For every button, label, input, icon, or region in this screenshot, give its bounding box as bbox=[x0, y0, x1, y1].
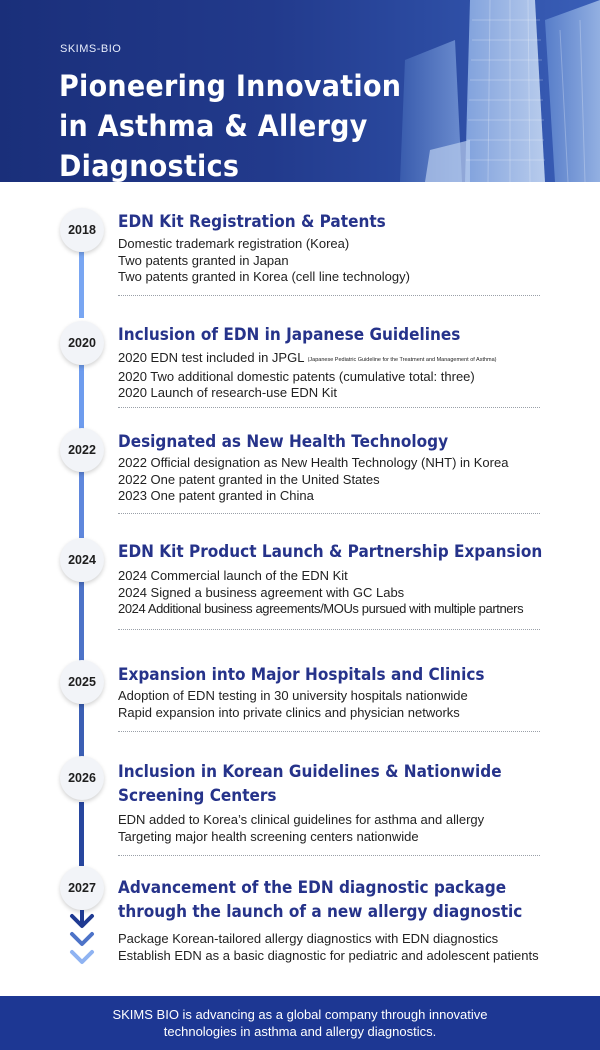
milestone-details-2025 bbox=[118, 688, 558, 721]
milestone-heading-2022: Designated as New Health Technology bbox=[118, 432, 449, 452]
milestone-details-2027 bbox=[118, 931, 558, 964]
year-badge-2024: 2024 bbox=[60, 538, 104, 582]
footer-line-1: SKIMS BIO is advancing as a global company through innovative bbox=[112, 1007, 488, 1022]
detail-line: Two patents granted in Korea (cell line technology) bbox=[118, 269, 410, 284]
title-line-1: Pioneering Innovation bbox=[59, 69, 402, 103]
separator bbox=[118, 513, 540, 514]
year-badge-2020: 2020 bbox=[60, 321, 104, 365]
detail-line: Domestic trademark registration (Korea) bbox=[118, 236, 350, 251]
milestone-details-2020 bbox=[118, 350, 558, 402]
header-banner bbox=[0, 0, 600, 182]
title-line-2: in Asthma & Allergy Diagnostics bbox=[59, 109, 368, 182]
milestone-heading-2026: Inclusion in Korean Guidelines & Nationwide Screening Centers bbox=[118, 762, 502, 806]
timeline-line-segment bbox=[79, 582, 84, 662]
detail-line: 2024 Signed a business agreement with GC Labs bbox=[118, 584, 405, 600]
detail-line: Package Korean-tailored allergy diagnostics with EDN diagnostics bbox=[118, 931, 499, 946]
separator bbox=[118, 407, 540, 408]
separator bbox=[118, 295, 540, 296]
milestone-heading-2027: Advancement of the EDN diagnostic package through the launch of a new allergy diagnostic bbox=[118, 878, 523, 922]
detail-line: 2024 Additional business agreements/MOUs pursued with multiple partners bbox=[118, 601, 524, 616]
year-badge-2027: 2027 bbox=[60, 866, 104, 910]
detail-line: 2020 Two additional domestic patents (cumulative total: three) bbox=[118, 368, 475, 384]
footer-line-2: technologies in asthma and allergy diagnostics. bbox=[163, 1024, 437, 1039]
detail-line: 2023 One patent granted in China bbox=[118, 488, 314, 503]
detail-line: Targeting major health screening centers nationwide bbox=[118, 828, 419, 844]
milestone-heading-2018: EDN Kit Registration & Patents bbox=[118, 212, 386, 232]
timeline-line-segment bbox=[79, 252, 84, 318]
detail-line: 2022 One patent granted in the United States bbox=[118, 471, 380, 487]
timeline-line-segment bbox=[79, 365, 84, 429]
detail-line bbox=[118, 350, 558, 369]
milestone-details-2022 bbox=[118, 455, 558, 505]
detail-line: EDN added to Korea’s clinical guidelines for asthma and allergy bbox=[118, 812, 485, 827]
chevron-down-icon bbox=[69, 910, 95, 972]
detail-line: 2022 Official designation as New Health Technology (NHT) in Korea bbox=[118, 455, 509, 470]
detail-line: Two patents granted in Japan bbox=[118, 252, 289, 268]
year-badge-2018: 2018 bbox=[60, 208, 104, 252]
year-badge-2025: 2025 bbox=[60, 660, 104, 704]
page-title bbox=[59, 66, 543, 182]
milestone-heading-2025: Expansion into Major Hospitals and Clinics bbox=[118, 665, 485, 685]
year-badge-2026: 2026 bbox=[60, 756, 104, 800]
timeline-line-segment bbox=[79, 472, 84, 538]
detail-line: Establish EDN as a basic diagnostic for pediatric and adolescent patients bbox=[118, 947, 539, 963]
milestone-details-2018 bbox=[118, 236, 558, 286]
milestone-details-2026 bbox=[118, 812, 558, 845]
milestone-heading-2024: EDN Kit Product Launch & Partnership Expansion bbox=[118, 542, 543, 562]
detail-line: 2020 Launch of research-use EDN Kit bbox=[118, 385, 337, 400]
separator bbox=[118, 629, 540, 630]
milestone-details-2024 bbox=[118, 568, 558, 618]
year-badge-2022: 2022 bbox=[60, 428, 104, 472]
detail-text: 2020 EDN test included in JPGL bbox=[118, 350, 308, 365]
separator bbox=[118, 855, 540, 856]
detail-line: Rapid expansion into private clinics and physician networks bbox=[118, 704, 460, 720]
timeline-line-segment bbox=[79, 802, 84, 866]
separator bbox=[118, 731, 540, 732]
detail-footnote: (Japanese Pediatric Guideline for the Treatment and Management of Asthma) bbox=[307, 357, 497, 363]
detail-line: 2024 Commercial launch of the EDN Kit bbox=[118, 568, 348, 583]
detail-line: Adoption of EDN testing in 30 university hospitals nationwide bbox=[118, 688, 468, 703]
footer-banner bbox=[0, 996, 600, 1050]
brand-label: SKIMS-BIO bbox=[60, 43, 122, 55]
timeline bbox=[0, 182, 600, 996]
milestone-heading-2020: Inclusion of EDN in Japanese Guidelines bbox=[118, 325, 461, 345]
